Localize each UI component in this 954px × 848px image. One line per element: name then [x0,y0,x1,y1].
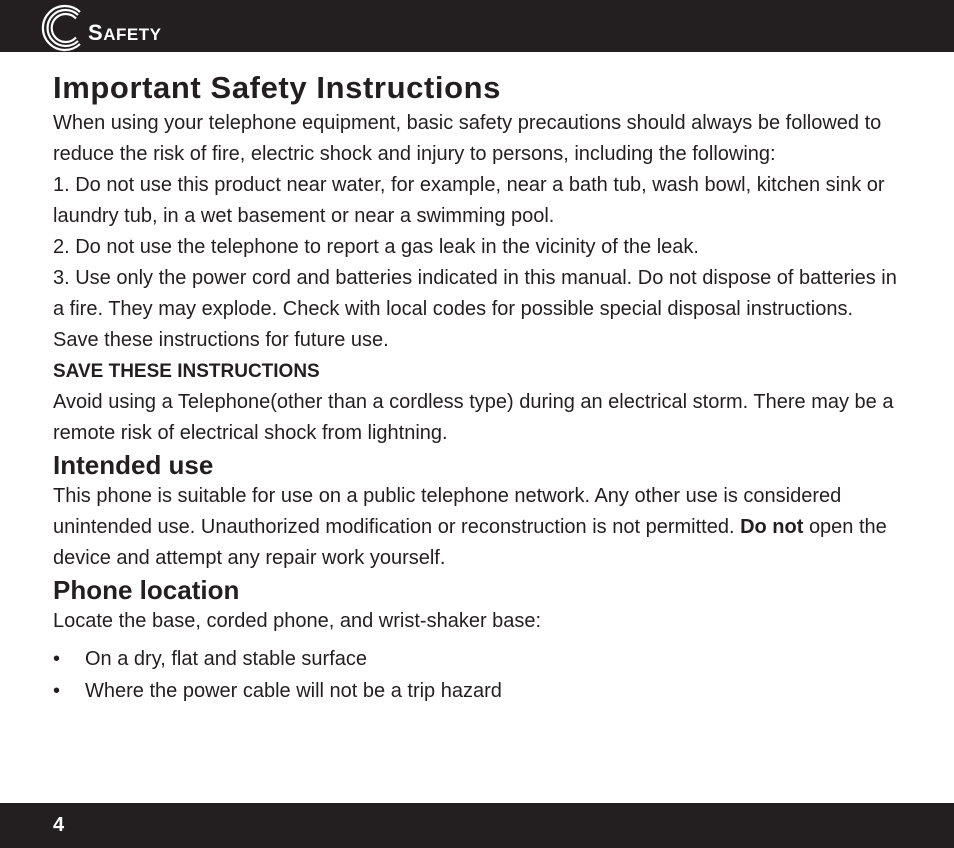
instruction-1: 1. Do not use this product near water, for example, near a bath tub, wash bowl, kitchen sink or laundry tub, in a wet basement or near a swimming pool. [53,174,885,227]
footer-bar [0,803,954,848]
intended-use-text: This phone is suitable for use on a public telephone network. Any other use is considered unintended use. Unauthorized modification or reconstruction is not permitted. [53,485,842,538]
page-title: Important Safety Instructions [53,70,502,105]
intended-use-text-after: open the device and attempt any repair work yourself. [53,516,887,569]
header-bar [0,0,954,52]
section-label-rest: AFETY [103,25,162,44]
list-item [53,675,903,707]
intro-paragraph: When using your telephone equipment, basic safety precautions should always be followed to reduce the risk of fire, electric shock and injury to persons, including the following: [53,112,882,165]
section-label [88,22,161,44]
intended-use-emphasis: Do not [740,516,804,538]
storm-warning: Avoid using a Telephone(other than a cordless type) during an electrical storm. There may be a remote risk of electrical shock from lightning. [53,391,894,444]
concentric-arcs-logo-icon [28,0,86,52]
list-item-text: Where the power cable will not be a trip hazard [85,680,502,702]
section-label-initial: S [88,20,104,45]
phone-location-list [53,643,903,707]
instruction-2: 2. Do not use the telephone to report a gas leak in the vicinity of the leak. [53,236,699,258]
phone-location-heading: Phone location [53,575,240,605]
phone-location-intro: Locate the base, corded phone, and wrist-shaker base: [53,610,542,632]
bullet-icon: • [53,680,61,702]
intended-use-paragraph [53,481,903,574]
list-item [53,643,903,675]
save-notice: SAVE THESE INSTRUCTIONS [53,361,320,382]
list-item-text: On a dry, flat and stable surface [85,648,368,670]
page-content [53,68,903,707]
instruction-3: 3. Use only the power cord and batteries indicated in this manual. Do not dispose of batteries in a fire. They may explode. Check with local codes for possible special disposal instructions. Save these instructions for future use. [53,267,897,351]
page-number: 4 [53,814,65,836]
intended-use-heading: Intended use [53,450,214,480]
bullet-icon: • [53,648,61,670]
